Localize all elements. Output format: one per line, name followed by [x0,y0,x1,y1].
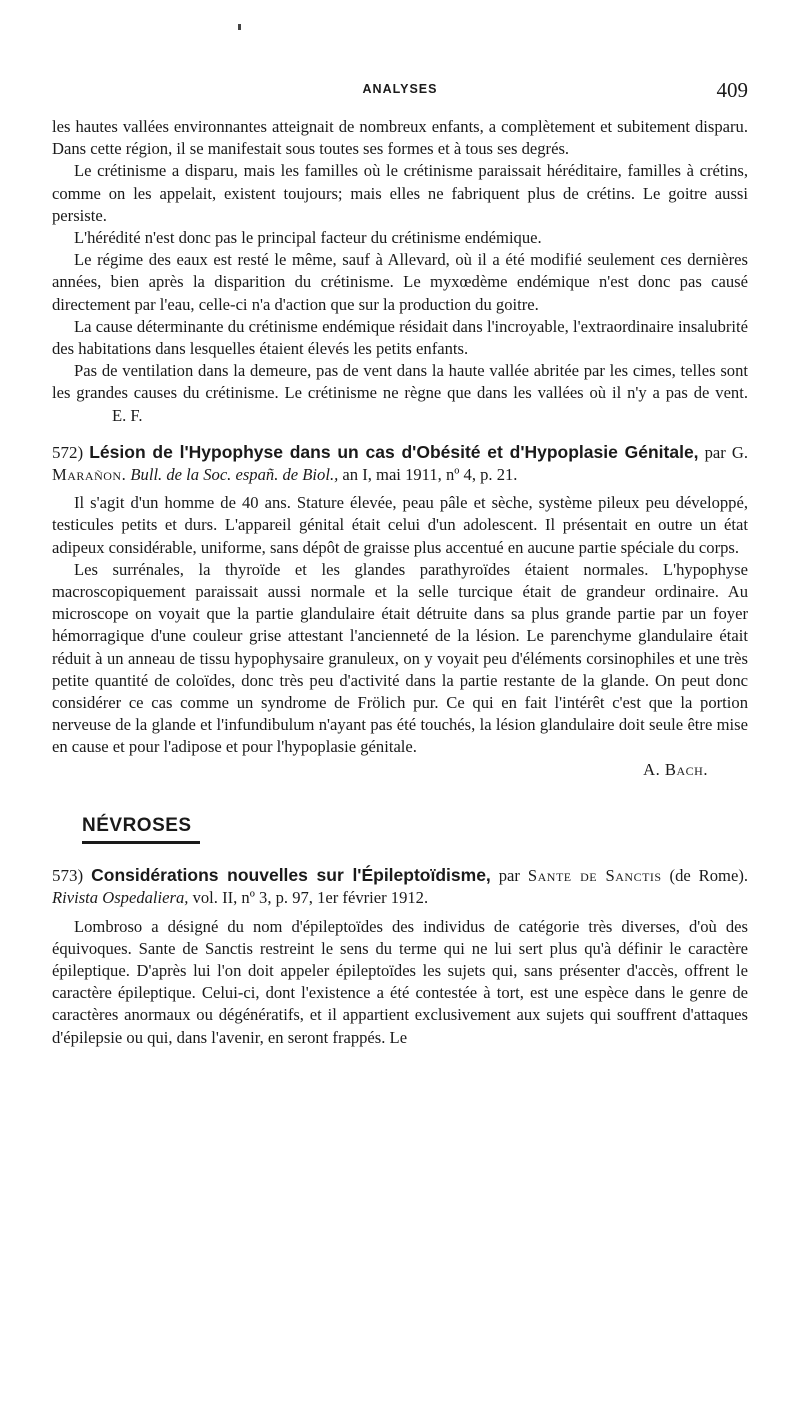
abstract-number: 572) [52,442,84,462]
paragraph-text: Pas de ventilation dans la demeure, pas de vent dans la haute vallée abritée par les cimes, telles sont les grandes causes du crétinisme. Le crétinisme ne règne que dans les vallées où il n'y a pas de vent. [52,361,748,403]
author-name: Marañon. [52,465,127,485]
section-heading: NÉVROSES [82,815,200,844]
body-paragraph: Il s'agit d'un homme de 40 ans. Stature élevée, peau pâle et sèche, système pileux peu développé, testicules petits et durs. L'appareil génital était celui d'un adolescent. Il présentait en outre un état adipeux considérable, uniforme, sans dépôt de graisse plus accentué en aucune partie spéciale du corps. [52,493,748,557]
citation: vol. II, nº 3, p. 97, 1er février 1912. [192,888,429,908]
author-prefix: par G. [704,442,748,462]
signature [52,759,748,781]
body-paragraph: La cause déterminante du crétinisme endémique résidait dans l'incroyable, l'extraordinaire insalubrité des habitations dans lesquelles étaient élevés les petits enfants. [52,316,748,359]
body-paragraph: les hautes vallées environnantes atteignait de nombreux enfants, a complètement et subitement disparu. Dans cette région, il se manifestait sous toutes ses formes et à tous ses degrés. [52,117,748,159]
body-paragraph: Lombroso a désigné du nom d'épileptoïdes des individus de catégorie très diverses, d'où des équivoques. Sante de Sanctis restreint le sens du terme qui ne lui sert plus qu'à définir le caractère épileptique. D'après lui l'on doit appeler épileptoïdes les sujets qui, sans présenter d'accès, offrent le caractère épileptique. Celui-ci, dont l'existence a été contestée à tort, est une espèce dans le genre de caractères anormaux ou dégénératifs, et il appartient exclusivement aux sujets qui souffrent d'attaques d'épilepsie ou qui, dans l'avenir, en seront frappés. Le [52,916,748,1047]
author-prefix: par [498,866,520,886]
running-title: ANALYSES [362,82,438,96]
abstract-heading [52,864,748,909]
abstract-heading [52,441,748,486]
body-paragraph: Le crétinisme a disparu, mais les familles où le crétinisme paraissait héréditaire, familles à crétins, comme on les appelait, existent toujours; mais elles ne fabriquent plus de crétins. Le goitre aussi persiste. [52,161,748,225]
page-body [52,116,748,1049]
body-paragraph [52,360,748,427]
body-paragraph: Le régime des eaux est resté le même, sauf à Allevard, où il a été modifié seulement ces dernières années, bien après la disparition du crétinisme. Le myxœdème endémique n'est donc pas causé directement par l'eau, celle-ci n'a d'action que sur la production du goitre. [52,250,748,314]
body-paragraph: L'hérédité n'est donc pas le principal facteur du crétinisme endémique. [74,228,542,248]
citation: an I, mai 1911, nº 4, p. 21. [342,465,518,485]
abstract-title: Considérations nouvelles sur l'Épileptoïdisme, [91,865,491,886]
print-mark [238,24,241,30]
journal-name: Bull. de la Soc. españ. de Biol., [130,465,339,485]
abstract-title: Lésion de l'Hypophyse dans un cas d'Obésité et d'Hypoplasie Génitale, [89,441,699,462]
body-paragraph: Les surrénales, la thyroïde et les glandes parathyroïdes étaient normales. L'hypophyse macroscopiquement paraissait aussi normale et la selle turcique était de grandeur ordinaire. Au microscope on voyait que la partie glandulaire était détruite dans sa plus grande partie par un foyer hémorragique d'une couleur grise attestant l'ancienneté de la lésion. Le parenchyme glandulaire était réduit à un anneau de tissu hypophysaire granuleux, on y voyait peu d'éléments corsinophiles et une très petite quantité de coloïdes, donc très peu d'activité dans la partie restante de la glande. On peut donc considérer ce cas comme un syndrome de Frölich pur. Ce qui en fait l'intérêt c'est que la portion nerveuse de la glande et l'infundibulum n'ayant pas été touchés, la lésion glandulaire doit seule être mise en cause et pour l'adipose et pour l'hypoplasie génitale. [52,559,748,757]
journal-name: Rivista Ospedaliera, [52,888,189,908]
abstract-572 [52,441,748,781]
signature: E. F. [112,405,143,425]
page-header [52,78,748,102]
signature-text: A. Bach. [643,759,708,779]
page-number: 409 [716,78,748,102]
author-location: (de Rome). [669,866,748,886]
abstract-number: 573) [52,866,84,886]
author-name: Sante de Sanctis [527,866,662,886]
abstract-573 [52,864,748,1049]
